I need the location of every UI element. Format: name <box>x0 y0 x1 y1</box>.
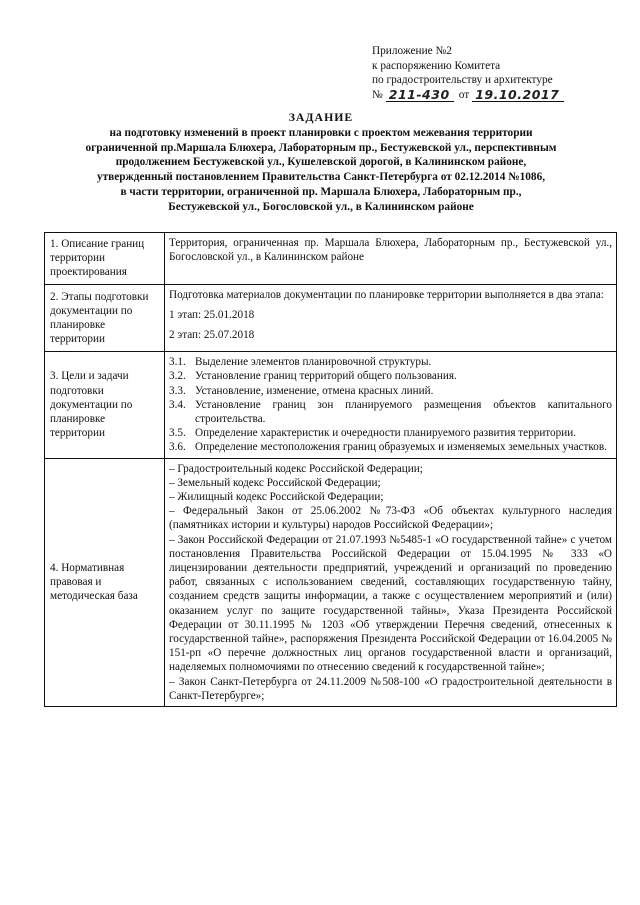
row-content <box>165 352 617 458</box>
date-prefix: от <box>458 88 470 101</box>
appendix-header <box>372 44 622 102</box>
law-item: – Жилищный кодекс Российской Федерации; <box>169 491 384 504</box>
title-heading: ЗАДАНИЕ <box>288 110 354 124</box>
handwritten-number: 211-430 <box>386 88 454 102</box>
law-item: – Закон Российской Федерации от 21.07.1993 №5485-1 «О государственной тайне» с учетом постановления Правительства Российской Федерации от 15.04.1995 № 333 «О лицензировании деятельности предприятий, учреждений и организаций по проведению работ, связанных с использованием сведений, составляющих государственную тайну, созданием средств защиты информации, а также с осуществлением мероприятий и (или) оказанием услуг по защите государственной тайны», Указа Президента Российской Федерации от 30.11.1995 № 1203 «Об утверждении Перечня сведений, отнесенных к государственной тайне», распоряжения Президента Российской Федерации от 16.04.2005 № 151-рп «О перечне должностных лиц органов государственной власти и организаций, наделяемых полномочиями по отнесению сведений к государственной тайне»; <box>169 533 612 674</box>
table-row <box>45 458 617 706</box>
title-line: на подготовку изменений в проект планировки с проектом межевания территории <box>109 126 533 139</box>
row-label: 1. Описание границ территории проектирования <box>45 233 165 285</box>
handwritten-date: 19.10.2017 <box>472 88 564 102</box>
row-label: 4. Нормативная правовая и методическая база <box>45 458 165 706</box>
task-table <box>44 232 617 707</box>
title-line: продолжением Бестужевской ул., Кушелевской дорогой, в Калининском районе, <box>115 156 527 169</box>
row-content <box>165 233 617 285</box>
row-label: 2. Этапы подготовки документации по планировке территории <box>45 284 165 352</box>
title-line: ограниченной пр.Маршала Блюхера, Лабораторным пр., Бестужевской ул., перспективным <box>85 141 557 154</box>
title-line: в части территории, ограниченной пр. Маршала Блюхера, Лабораторным пр., <box>120 185 522 198</box>
stage-2: 2 этап: 25.07.2018 <box>169 329 255 342</box>
goal-item: 3.5. Определение характеристик и очередности планируемого развития территории. <box>169 427 577 440</box>
table-row <box>45 284 617 352</box>
appendix-number-line <box>372 88 622 103</box>
goal-item: 3.3. Установление, изменение, отмена красных линий. <box>169 384 434 397</box>
law-item: – Закон Санкт-Петербурга от 24.11.2009 №508-100 «О градостроительной деятельности в Санкт-Петербурге»; <box>169 675 612 702</box>
table-row <box>45 233 617 285</box>
title-line: утвержденный постановлением Правительства Санкт-Петербурга от 02.12.2014 №1086, <box>96 171 546 184</box>
number-prefix: № <box>372 88 383 101</box>
appendix-line-order: к распоряжению Комитета <box>372 59 501 72</box>
appendix-title: Приложение №2 <box>372 45 452 57</box>
stage-1: 1 этап: 25.01.2018 <box>169 308 255 321</box>
title-line: Бестужевской ул., Богословской ул., в Калининском районе <box>168 200 474 213</box>
goal-item: 3.4. Установление границ зон планируемого размещения объектов капитального строительства. <box>169 398 612 426</box>
goal-item: 3.2. Установление границ территорий общего пользования. <box>169 370 457 383</box>
row-content <box>165 284 617 352</box>
row-label: 3. Цели и задачи подготовки документации по планировке территории <box>45 352 165 458</box>
document-title <box>36 110 606 215</box>
stages-intro: Подготовка материалов документации по планировке территории выполняется в два этапа: <box>169 288 604 301</box>
row-content <box>165 458 617 706</box>
appendix-line-committee: по градостроительству и архитектуре <box>372 74 553 86</box>
boundaries-text: Территория, ограниченная пр. Маршала Блюхера, Лабораторным пр., Бестужевской ул., Богословской ул., в Калининском районе <box>169 237 612 264</box>
law-item: – Земельный кодекс Российской Федерации; <box>169 476 381 489</box>
goal-item: 3.6. Определение местоположения границ образуемых и изменяемых земельных участков. <box>169 441 607 454</box>
law-item: – Градостроительный кодекс Российской Федерации; <box>169 462 423 475</box>
law-item: – Федеральный Закон от 25.06.2002 №73-ФЗ «Об объектах культурного наследия (памятниках истории и культуры) народов Российской Федерации»; <box>169 505 612 532</box>
table-row <box>45 352 617 458</box>
goal-item: 3.1. Выделение элементов планировочной структуры. <box>169 356 432 369</box>
